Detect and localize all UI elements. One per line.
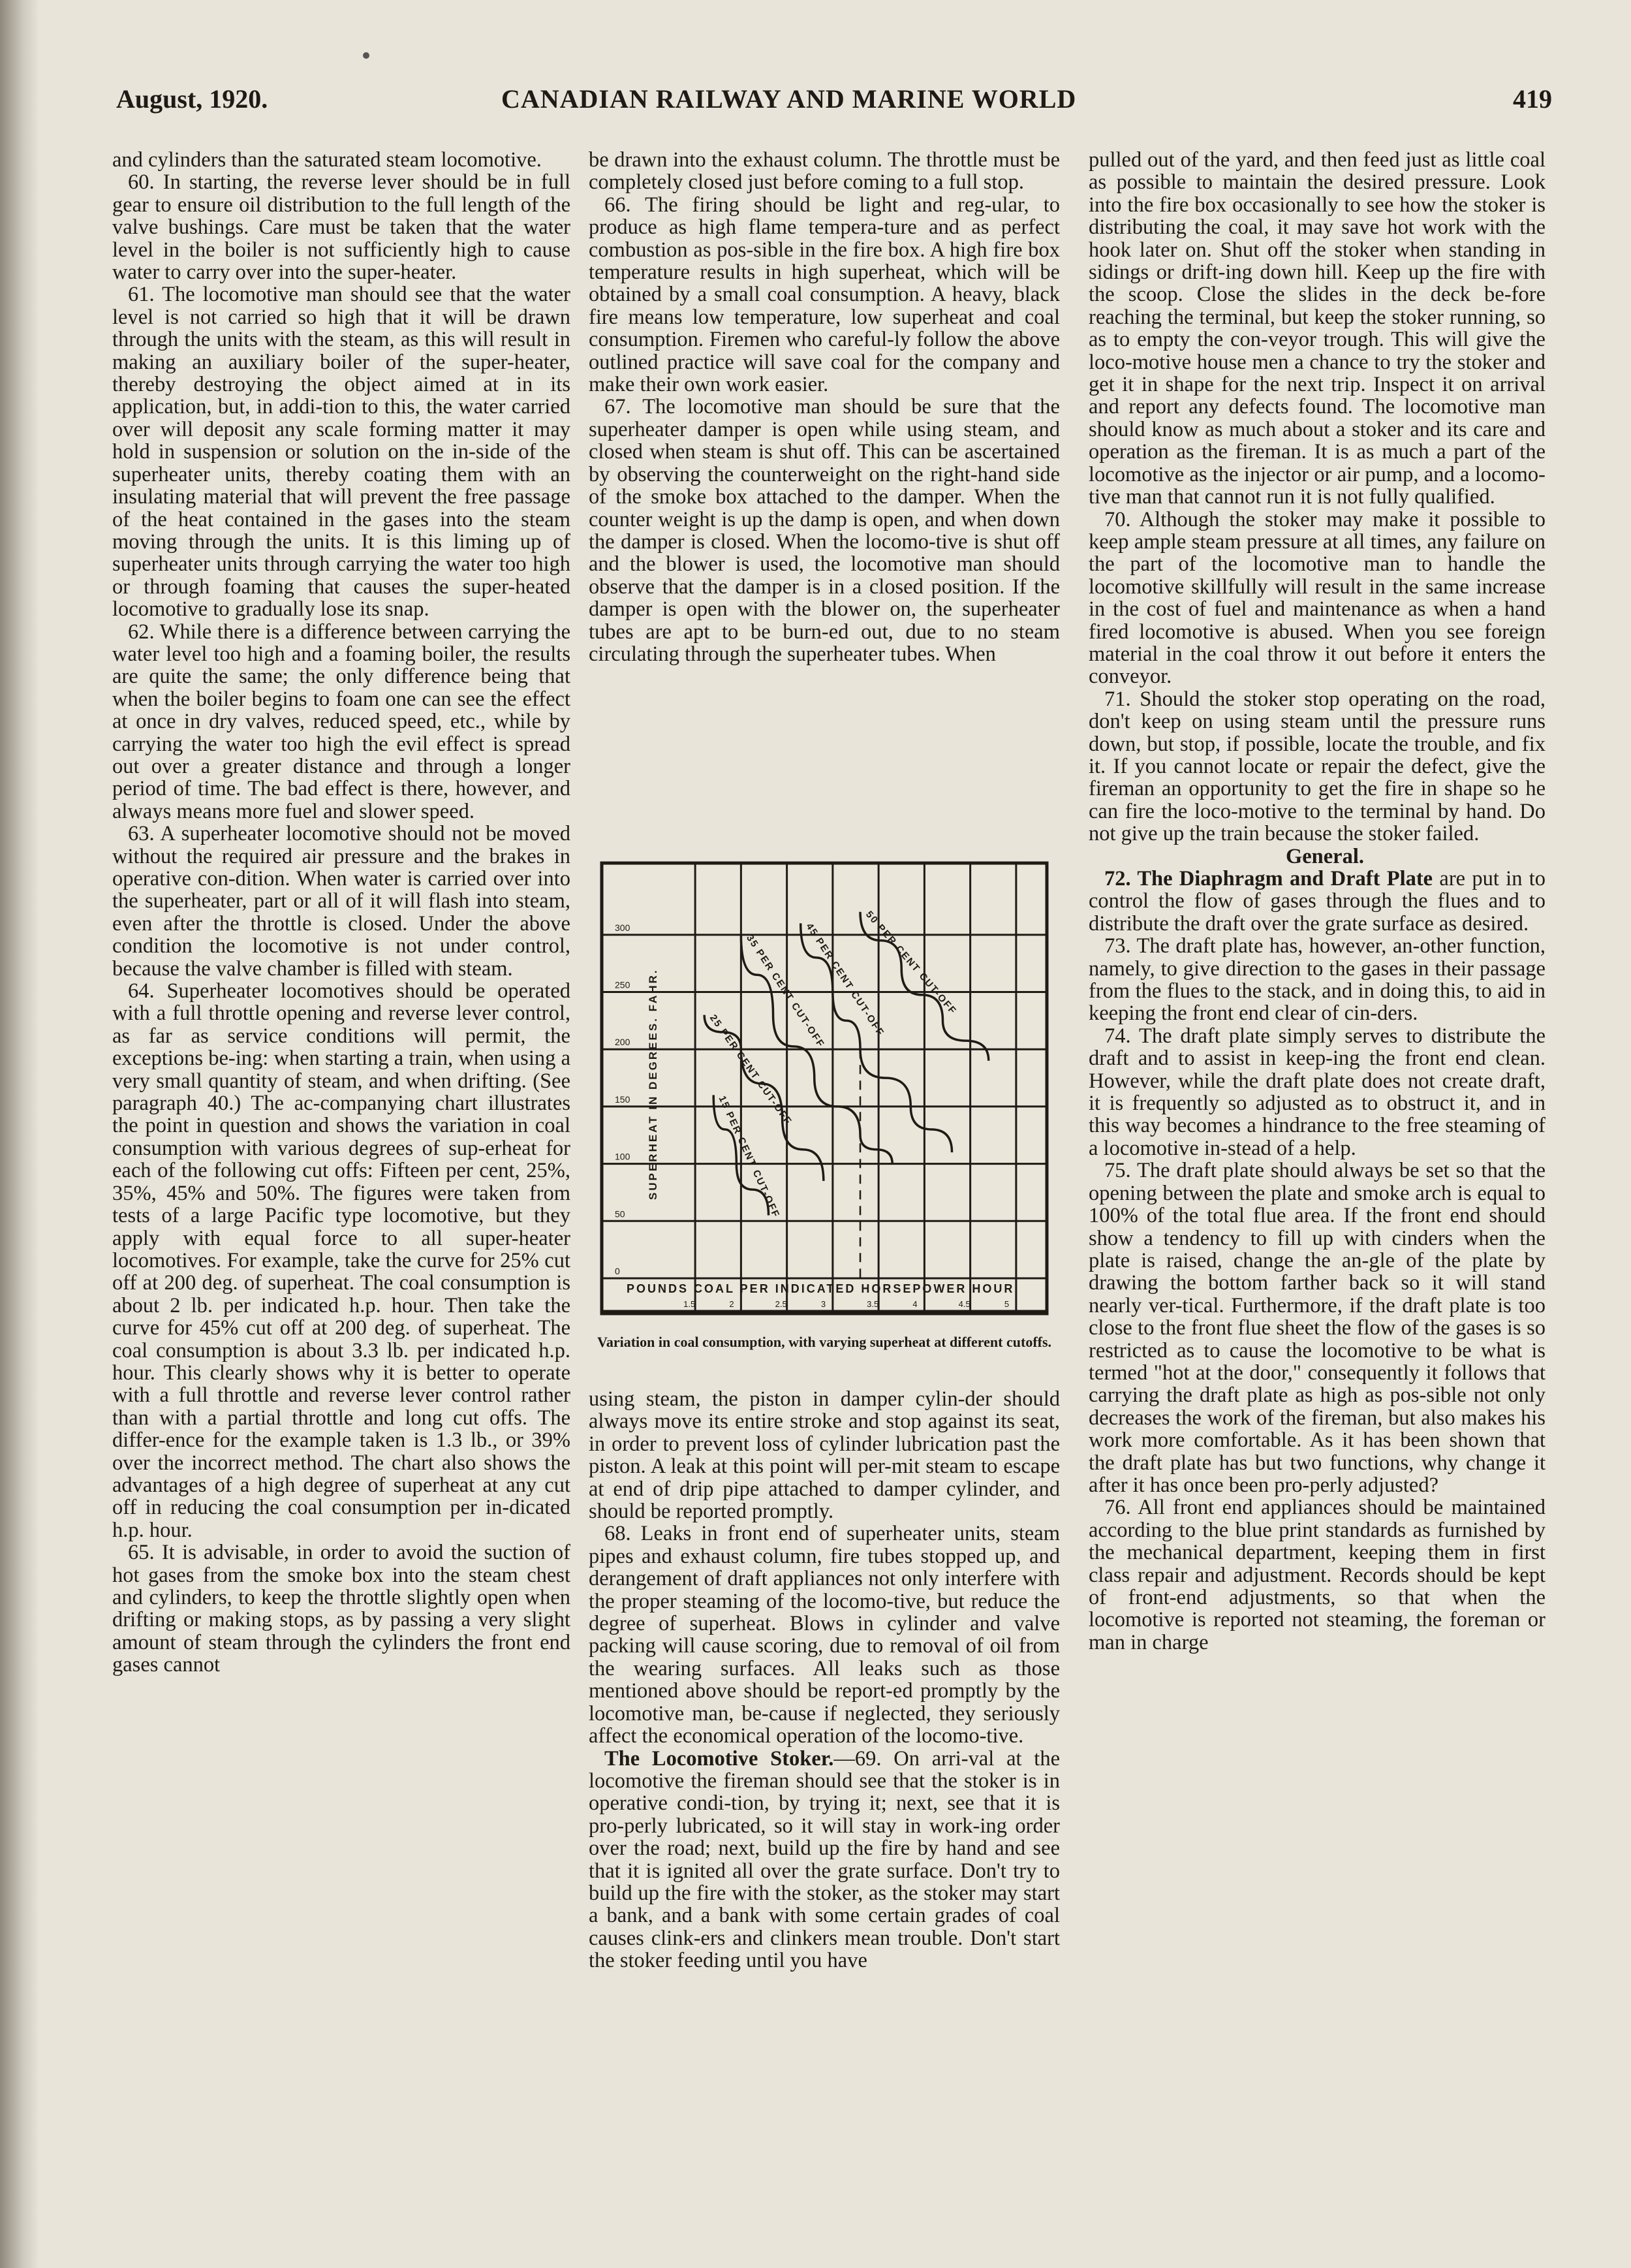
paragraph: 68. Leaks in front end of superheater units, steam pipes and exhaust column, fire tubes stopped up, and derangement of draft appliances not only interfere with the proper steaming of the locomo-tive, but reduce the degree of superheat. Blows in cylinder and valve packing will cause scoring, due to removal of oil from the wearing surfaces. All leaks such as those mentioned above should be report-ed promptly by the locomotive man, be-cause if neglected, they seriously affect the economical operation of the locomo-tive.	[589, 1522, 1060, 1748]
page-number: 419	[1513, 84, 1552, 114]
text-column-2-bottom	[589, 1388, 1060, 1972]
x-tick-label: 4	[912, 1299, 918, 1309]
paragraph: 60. In starting, the reverse lever should be in full gear to ensure oil distribution to the full length of the valve bushings. Care must be taken that the water level in the boiler is not sufficiently high to cause water to carry over into the super-heater.	[112, 170, 570, 285]
series-label: 15 PER CENT CUT-OFF	[716, 1094, 782, 1220]
paragraph	[1089, 868, 1546, 935]
x-tick-label: 4.5	[958, 1299, 971, 1309]
text-column-2-top	[589, 149, 1060, 665]
paragraph: 75. The draft plate should always be set so that the opening between the plate and smoke arch is equal to 100% of the total flue area. If the front end should show a tendency to fill up with cinders when the plate is raised, change the an-gle of the plate by drawing the bottom farther back so it will stand nearly ver-tical. Furthermore, if the draft plate is too close to the front flue sheet the flow of the gases is so restricted as to cause the locomotive to be what is termed "hot at the door," consequently it follows that carrying the draft plate as high as pos-sible not only decreases the work of the fireman, but also makes his work more comfortable. As it has been shown that the draft plate has but two functions, why change it after it has once been pro-perly adjusted?	[1089, 1159, 1546, 1497]
section-title-general: General.	[1285, 844, 1365, 868]
section-heading-locomotive-stoker: The Locomotive Stoker.	[604, 1746, 834, 1771]
paragraph: using steam, the piston in damper cylin-der should always move its entire stroke and stop against its seat, in order to prevent loss of cylinder lubrication past the piston. A leak at this point will per-mit steam to escape at end of drip pipe attached to damper cylinder, and should be reported promptly.	[589, 1387, 1060, 1524]
text-column-1	[112, 149, 570, 1677]
x-axis-label: POUNDS COAL PER INDICATED HORSEPOWER HOUR	[627, 1282, 1015, 1295]
figure-caption: Variation in coal consumption, with varying superheat at different cutoffs.	[597, 1334, 1052, 1350]
page-header	[116, 84, 1552, 123]
y-tick-label: 250	[615, 979, 630, 990]
series-label: 25 PER CENT CUT-OFF	[707, 1013, 794, 1127]
paragraph	[589, 1748, 1060, 1972]
paragraph: 71. Should the stoker stop operating on the road, don't keep on using steam until the pressure runs down, but stop, if possible, locate the trouble, and fix it. If you cannot locate or repair the defect, give the fireman an opportunity to get the fire in shape so he can fire the loco-motive to the terminal by hand. Do not give up the train because the stoker failed.	[1089, 687, 1546, 846]
paragraph: 65. It is advisable, in order to avoid the suction of hot gases from the smoke box into the steam chest and cylinders, to keep the throttle slightly open when drifting or making stops, as by passing a very slight amount of steam through the cylinders the front end gases cannot	[112, 1541, 570, 1677]
y-tick-label: 100	[615, 1151, 630, 1162]
paragraph-text: are put in to control the flow of gases through the flues and to distribute the draft over the grate surface as desired.	[1089, 867, 1546, 936]
x-tick-label: 2	[729, 1299, 734, 1309]
paragraph: 67. The locomotive man should be sure that the superheater damper is open while using steam, and closed when steam is shut off. This can be ascertained by observing the counterweight on the right-hand side of the smoke box attached to the damper. When the counter weight is up the damp is open, and when down the damper is closed. When the locomo-tive is shut off and the blower is used, the locomotive man should observe that the damper is in a closed position. If the damper is open with the blower on, the superheater tubes are apt to be burn-ed out, due to no steam circulating through the superheater tubes. When	[589, 395, 1060, 666]
x-tick-label: 3	[820, 1299, 826, 1309]
y-axis-label: SUPERHEAT IN DEGREES. FAHR.	[647, 968, 659, 1200]
paragraph: be drawn into the exhaust column. The throttle must be completely closed just before coming to a full stop.	[589, 148, 1060, 195]
page-mark	[363, 52, 369, 59]
section-heading-diaphragm: 72. The Diaphragm and Draft Plate	[1104, 867, 1433, 890]
paragraph: 70. Although the stoker may make it possible to keep ample steam pressure at all times, any failure on the part of the locomotive man to handle the locomotive skillfully will result in the same increase in the cost of fuel and maintenance as when a hand fired locomotive is abused. When you see foreign material in the coal throw it out before it enters the conveyor.	[1089, 507, 1546, 689]
paragraph: 73. The draft plate has, however, an-other function, namely, to give direction to the gases in their passage from the flues to the stack, and in doing this, to aid in keeping the front end clear of cin-ders.	[1089, 934, 1546, 1026]
paragraph: 64. Superheater locomotives should be operated with a full throttle opening and reverse lever control, as far as service conditions will permit, the exceptions be-ing: when starting a train, when using a very small quantity of steam, and when drifting. (See paragraph 40.) The ac-companying chart illustrates the point in question and shows the variation in coal consumption with various degrees of sup-erheat for each of the following cut offs: Fifteen per cent, 25%, 35%, 45% and 50%. The figures were taken from tests of a large Pacific type locomotive, but they apply with equal force to all super-heater locomotives. For example, take the curve for 25% cut off at 200 deg. of superheat. The coal consumption is about 2 lb. per indicated h.p. hour. Then take the curve for 45% cut off at 200 deg. of superheat. The coal consumption is about 3.3 lb. per indicated h.p. hour. This clearly shows why it is better to operate with a full throttle and reverse lever control rather than with a partial throttle and long cut offs. The differ-ence for the example taken is 1.3 lb., or 39% over the incorrect method. The chart also shows the advantages of a high degree of superheat at any cut off in reducing the coal consumption per in-dicated h.p. hour.	[112, 979, 570, 1542]
page-binding-shadow	[0, 0, 39, 2268]
paragraph: 62. While there is a difference between carrying the water level too high and a foaming boiler, the results are quite the same; the only difference being that when the boiler begins to foam one can see the effect at once in dry valves, reduced speed, etc., while by carrying the water too high the evil effect is spread out over a greater distance and through a longer period of time. The bad effect is there, however, and always means more fuel and slower speed.	[112, 620, 570, 823]
y-tick-label: 150	[615, 1094, 630, 1105]
paragraph: 63. A superheater locomotive should not be moved without the required air pressure and the brakes in operative con-dition. When water is carried over into the superheater, part or all of it will flash into steam, even after the throttle is closed. Under the above condition the locomotive is not under control, because the valve chamber is filled with steam.	[112, 822, 570, 981]
issue-date: August, 1920.	[116, 84, 268, 114]
coal-consumption-chart	[589, 860, 1060, 1357]
series-label: 45 PER CENT CUT-OFF	[803, 921, 886, 1039]
x-tick-label: 3.5	[867, 1299, 879, 1309]
paragraph: 74. The draft plate simply serves to distribute the draft and to assist in keep-ing the front end clean. However, while the draft plate does not create draft, it is frequently so adjusted as to obstruct it, and in this way becomes a hindrance to the free steaming of a locomotive in-stead of a help.	[1089, 1024, 1546, 1160]
x-tick-label: 5	[1004, 1299, 1010, 1309]
paragraph: and cylinders than the saturated steam locomotive.	[112, 148, 542, 172]
text-column-3	[1089, 149, 1546, 1654]
journal-title: CANADIAN RAILWAY AND MARINE WORLD	[501, 84, 1077, 114]
series-label: 50 PER CENT CUT-OFF	[863, 909, 959, 1017]
x-tick-label: 1.5	[683, 1299, 696, 1309]
paragraph: 66. The firing should be light and reg-ular, to produce as high flame tempera-ture and as perfect combustion as pos-sible in the fire box. A high fire box temperature results in high superheat, which will be obtained by a small coal consumption. A heavy, black fire means low temperature, low superheat and coal consumption. Firemen who careful-ly follow the above outlined practice will save coal for the company and make their own work easier.	[589, 193, 1060, 397]
paragraph: 76. All front end appliances should be maintained according to the blue print standards as furnished by the mechanical department, keeping them in first class repair and adjustment. Records should be kept of front-end adjustments, so that when the locomotive is reported not steaming, the foreman or man in charge	[1089, 1496, 1546, 1654]
x-tick-label: 2.5	[775, 1299, 787, 1309]
y-tick-label: 50	[615, 1208, 625, 1220]
y-tick-label: 0	[615, 1266, 620, 1276]
paragraph: 61. The locomotive man should see that the water level is not carried so high that it will be drawn through the units with the steam, as this will result in making an auxiliary boiler of the super-heater, thereby destroying the object aimed at in its application, but, in addi-tion to this, the water carried over will deposit any scale forming matter it may hold in suspension or solution on the in-side of the superheater units, thereby coating them with an insulating material that will prevent the free passage of the heat contained in the gases into the steam moving through the units. It is this liming up of superheater units through carrying the water too high or through foaming that causes the super-heated locomotive to gradually lose its snap.	[112, 283, 570, 622]
y-tick-label: 200	[615, 1037, 630, 1048]
series-label: 35 PER CENT CUT-OFF	[744, 932, 827, 1050]
paragraph-text: —69. On arri-val at the locomotive the fireman should see that the stoker is in operative condi-tion, by trying it; next, see that it is pro-perly lubricated, so it will stay in work-ing order over the road; next, build up the fire by hand and see that it is ignited all over the grate surface. Don't try to build up the fire with the stoker, as the stoker may start a bank, and a bank with some certain grades of coal causes clink-ers and clinkers mean trouble. Don't start the stoker feeding until you have	[589, 1746, 1060, 1973]
chart-frame	[602, 863, 1047, 1314]
paragraph: pulled out of the yard, and then feed just as little coal as possible to maintain the desired pressure. Look into the fire box occasionally to see how the stoker is distributing the coal, it may save hot work with the hook later on. Shut off the stoker when standing in sidings or drift-ing down hill. Keep up the fire with the scoop. Close the slides in the deck be-fore reaching the terminal, but keep the stoker running, so as to empty the con-veyor trough. This will give the loco-motive house men a chance to try the stoker and get it in shape for the next trip. Inspect it on arrival and report any defects found. The locomotive man should know as much about a stoker and its care and operation as the fireman. It is as much a part of the locomotive as the injector or air pump, and a locomo-tive man that cannot run it is not fully qualified.	[1089, 148, 1546, 509]
chart-svg	[589, 860, 1060, 1331]
y-tick-label: 300	[615, 922, 630, 933]
